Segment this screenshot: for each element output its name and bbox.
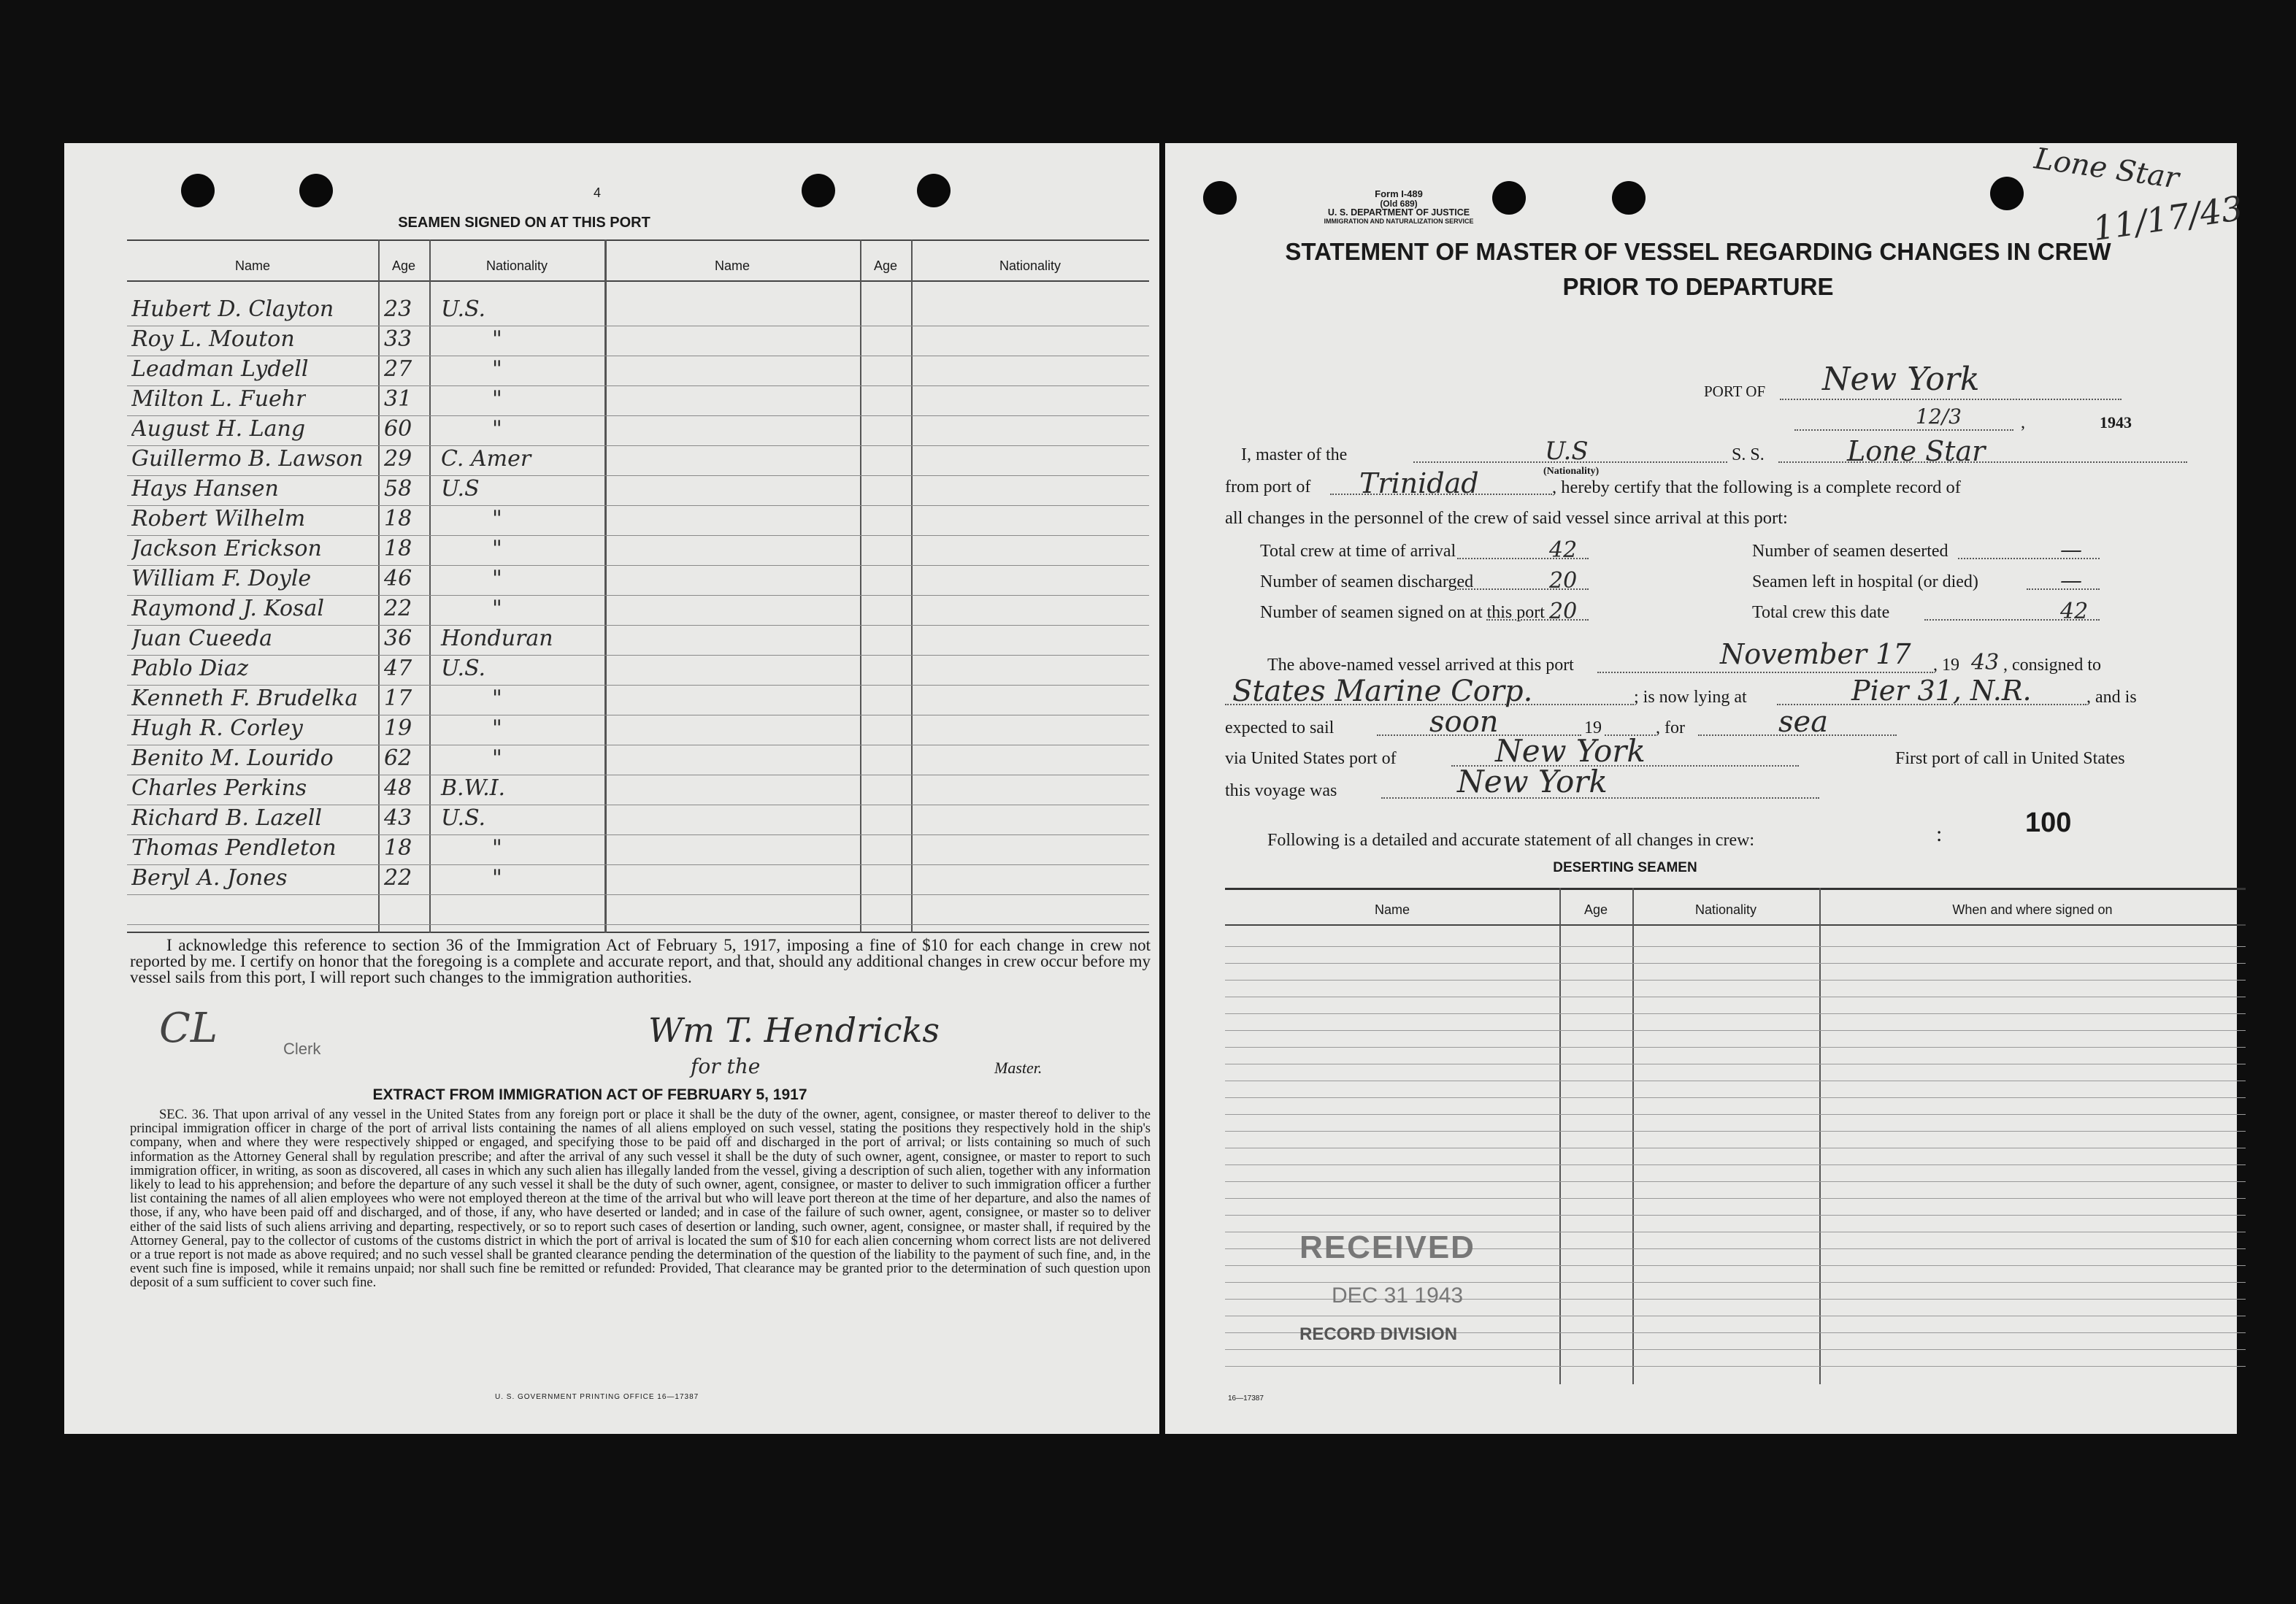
seaman-age: 19 <box>384 715 412 741</box>
seaman-nationality: B.W.I. <box>441 775 506 801</box>
consigned-label: , consigned to <box>2003 656 2101 675</box>
printer-line: U. S. GOVERNMENT PRINTING OFFICE 16—17387 <box>495 1393 699 1401</box>
arrived-month-day: November 17 <box>1720 638 1911 670</box>
desert-row-rule <box>1225 1181 2246 1182</box>
table-row <box>127 657 604 686</box>
table-row <box>127 807 604 836</box>
seaman-name: Charles Perkins <box>131 775 307 801</box>
master-signature: Wm T. Hendricks <box>648 1010 940 1050</box>
first-call-label: First port of call in United States <box>1895 749 2125 768</box>
expected-19: 19 <box>1584 718 1602 737</box>
table-row <box>127 448 604 477</box>
lying-value: Pier 31, N.R. <box>1851 675 2032 707</box>
desert-col-nationality: Nationality <box>1694 902 1757 917</box>
table-row <box>127 837 604 866</box>
table-row <box>127 717 604 746</box>
table-row <box>127 388 604 417</box>
arrived-year: 43 <box>1971 650 2000 675</box>
seaman-nationality: U.S. <box>441 805 486 831</box>
acknowledgment-text: I acknowledge this reference to section 36 of the Immigration Act of February 5, 1917, imposing a fine of $10 for each change in crew not reported by me. I certify on honor that the foregoing is a complete and accurate report, and that, should any additional changes in crew occur before my vessel sails from this port, I will report such changes to the immigration authorities. <box>130 936 1151 986</box>
seaman-name: William F. Doyle <box>131 566 312 591</box>
table-row <box>127 867 604 896</box>
seaman-nationality: " <box>492 326 502 352</box>
col-header-nationality: Nationality <box>485 258 548 273</box>
seaman-name: Thomas Pendleton <box>131 835 337 861</box>
clerk-label: Clerk <box>283 1040 321 1058</box>
colon-mark: : <box>1936 822 1943 846</box>
table-bottom-rule <box>127 932 1149 933</box>
desert-col-age: Age <box>1583 902 1608 917</box>
form-title-line1: STATEMENT OF MASTER OF VESSEL REGARDING CHANGES IN CREW <box>1285 238 2111 265</box>
seaman-nationality: " <box>492 506 502 532</box>
desert-row-rule <box>1225 980 2246 981</box>
desert-table-header-rule <box>1225 924 2246 926</box>
desert-row-rule <box>1225 1030 2246 1031</box>
desert-row-rule <box>1225 1215 2246 1216</box>
section-title: SEAMEN SIGNED ON AT THIS PORT <box>398 215 650 231</box>
seaman-name: Jackson Erickson <box>131 536 322 561</box>
seaman-nationality: " <box>492 356 502 382</box>
seaman-age: 18 <box>384 506 412 532</box>
desert-col-when-where: When and where signed on <box>1952 902 2113 917</box>
seaman-age: 22 <box>384 596 412 621</box>
col-header-name-2: Name <box>714 258 750 273</box>
desert-col-divider <box>1559 888 1561 1384</box>
desert-col-name: Name <box>1374 902 1410 917</box>
seaman-nationality: " <box>492 745 502 771</box>
seaman-age: 33 <box>384 326 412 352</box>
punch-hole <box>917 174 951 207</box>
desert-table-top <box>1225 888 2246 890</box>
col-header-age-2: Age <box>873 258 898 273</box>
seaman-name: Richard B. Lazell <box>131 805 322 831</box>
table-row <box>127 597 604 626</box>
desert-row-rule <box>1225 1114 2246 1115</box>
seaman-nationality: Honduran <box>441 626 553 651</box>
port-line <box>1780 399 2122 400</box>
changes-text: all changes in the personnel of the crew of said vessel since arrival at this port: <box>1225 508 1788 528</box>
stat-value: 42 <box>2060 599 2089 624</box>
seaman-nationality: " <box>492 865 502 891</box>
seaman-name: Beryl A. Jones <box>131 865 288 891</box>
via-label: via United States port of <box>1225 749 1397 768</box>
via-value: New York <box>1495 733 1646 769</box>
seaman-age: 58 <box>384 476 412 502</box>
arrived-19: , 19 <box>1933 656 1959 675</box>
consignee-value: States Marine Corp. <box>1232 675 1533 708</box>
year-value: 1943 <box>2100 413 2132 431</box>
department-name: U. S. DEPARTMENT OF JUSTICE <box>1327 207 1470 218</box>
corner-note-date: 11/17/43 <box>2090 188 2246 249</box>
nationality-value: U.S <box>1545 437 1589 466</box>
desert-col-divider <box>1632 888 1634 1384</box>
lying-label: ; is now lying at <box>1634 688 1747 707</box>
seaman-age: 31 <box>384 386 412 412</box>
seaman-name: Kenneth F. Brudelka <box>131 686 358 711</box>
nationality-caption: (Nationality) <box>1543 466 1600 477</box>
seaman-age: 48 <box>384 775 412 801</box>
seaman-age: 47 <box>384 656 412 681</box>
table-row <box>127 537 604 567</box>
table-row <box>127 298 604 327</box>
form-number: Form I-489 <box>1375 188 1423 199</box>
left-page <box>64 143 1159 1434</box>
and-is-label: , and is <box>2086 688 2137 707</box>
seaman-age: 46 <box>384 566 412 591</box>
stat-label: Number of seamen deserted <box>1752 542 1948 561</box>
table-row <box>127 418 604 447</box>
col-divider <box>911 239 913 933</box>
form-code: 16—17387 <box>1228 1394 1264 1402</box>
seaman-nationality: U.S. <box>441 296 486 322</box>
table-row <box>127 328 604 357</box>
seaman-nationality: C. Amer <box>441 446 531 472</box>
certify-text: , hereby certify that the following is a complete record of <box>1552 477 1961 497</box>
punch-hole <box>802 174 835 207</box>
seaman-name: Benito M. Lourido <box>131 745 334 771</box>
stat-value: 20 <box>1549 568 1578 594</box>
seaman-nationality: " <box>492 386 502 412</box>
signature-for: for the <box>691 1054 761 1078</box>
port-label: PORT OF <box>1704 383 1766 400</box>
punch-hole <box>299 174 333 207</box>
table-row <box>127 687 604 716</box>
desert-row-rule <box>1225 1131 2246 1132</box>
table-row <box>127 477 604 507</box>
received-date: DEC 31 1943 <box>1332 1283 1464 1308</box>
table-row-rule <box>127 924 1149 925</box>
seaman-name: Hubert D. Clayton <box>131 296 334 322</box>
following-text: Following is a detailed and accurate statement of all changes in crew: <box>1267 831 1755 850</box>
for-label: , for <box>1656 718 1685 737</box>
seaman-nationality: " <box>492 686 502 711</box>
desert-row-rule <box>1225 1047 2246 1048</box>
stat-label: Total crew this date <box>1752 603 1890 622</box>
form-title-line2: PRIOR TO DEPARTURE <box>1562 273 1834 300</box>
col-divider <box>860 239 861 933</box>
stat-value: — <box>2060 537 2082 563</box>
form-old-number: (Old 689) <box>1380 199 1418 209</box>
extract-title: EXTRACT FROM IMMIGRATION ACT OF FEBRUARY 5, 1917 <box>372 1086 807 1103</box>
table-top-rule <box>127 239 1149 241</box>
ship-name: Lone Star <box>1847 435 1986 467</box>
seaman-name: Robert Wilhelm <box>131 506 306 532</box>
voyage-label: this voyage was <box>1225 781 1337 800</box>
deserting-title: DESERTING SEAMEN <box>1553 860 1697 875</box>
year-label: , <box>2021 413 2025 432</box>
desert-row-rule <box>1225 946 2246 947</box>
seaman-nationality: " <box>492 715 502 741</box>
seaman-name: Roy L. Mouton <box>131 326 295 352</box>
expected-value: soon <box>1429 705 1499 739</box>
seaman-name: Juan Cueeda <box>131 626 272 651</box>
seaman-age: 23 <box>384 296 412 322</box>
seaman-name: Hugh R. Corley <box>131 715 303 741</box>
punch-hole <box>1612 181 1646 215</box>
received-stamp: RECEIVED <box>1299 1229 1475 1265</box>
table-row <box>127 358 604 387</box>
punch-hole <box>181 174 215 207</box>
col-header-name: Name <box>234 258 270 273</box>
arrived-line <box>1597 672 1933 673</box>
from-port-label: from port of <box>1225 477 1311 496</box>
seaman-age: 18 <box>384 536 412 561</box>
seaman-nationality: U.S. <box>441 656 486 681</box>
seaman-age: 27 <box>384 356 412 382</box>
date-value: 12/3 <box>1916 404 1962 429</box>
desert-row-rule <box>1225 1013 2246 1014</box>
seaman-age: 60 <box>384 416 412 442</box>
arrived-label: The above-named vessel arrived at this port <box>1267 656 1574 675</box>
record-division: RECORD DIVISION <box>1299 1324 1458 1344</box>
seaman-name: Leadman Lydell <box>131 356 309 382</box>
ss-label: S. S. <box>1732 445 1765 464</box>
table-row <box>127 777 604 806</box>
col-header-nationality-2: Nationality <box>999 258 1061 273</box>
stat-label: Total crew at time of arrival <box>1260 542 1456 561</box>
section-36-text: SEC. 36. That upon arrival of any vessel in the United States from any foreign port or place it shall be the duty of the owner, agent, consignee, or master thereof to deliver to the principal immigration officer in charge of the port of arrival lists containing the names of all aliens employed on such vessel, stating the positions they respectively hold in the ship's company, when and where they were respectively shipped or engaged, and specifying those to be paid off and discharged in the port of arrival; or lists containing so much of such information as the Attorney General shall by regulation prescribe; and after the arrival of any such vessel it shall be the duty of such owner, agent, consignee, or master to report to such immigration officer, in writing, as soon as discovered, all cases in which any such alien has illegally landed from the vessel, giving a description of such alien, together with any information likely to lead to his apprehension; and before the departure of any such vessel it shall be the duty of such owner, agent, consignee, or master to deliver to such immigration officer a further list containing the names of all alien employees who were not employed thereon at the time of the arrival but who will leave port thereon at the time of her departure, and also the names of those, if any, who have been paid off and discharged, and of those, if any, who have deserted or landed; and in case of the failure of such owner, agent, consignee, or master so to deliver either of the said lists of such aliens arriving and departing, respectively, or so to report such cases of desertion or landing, such owner, agent, consignee, or master shall, if required by the Attorney General, pay to the collector of customs of the customs district in which the port of arrival is located the sum of $10 for each alien concerning whom correct lists are not delivered or a true report is not made as above required; and no such vessel shall be granted clearance pending the determination of the question of the liability to the payment of such fine, and, in the event such fine is imposed, while it remains unpaid; nor shall such fine be remitted or refunded: Provided, That clearance may be granted prior to the determination of such question upon deposit of a sum sufficient to cover such fine. <box>130 1108 1151 1291</box>
col-header-age: Age <box>391 258 416 273</box>
date-line <box>1794 429 2013 431</box>
seaman-age: 17 <box>384 686 412 711</box>
voyage-value: New York <box>1457 764 1608 799</box>
seaman-nationality: U.S <box>441 476 480 502</box>
clerk-initial: CL <box>159 1005 218 1052</box>
seaman-nationality: " <box>492 536 502 561</box>
col-divider <box>604 239 607 933</box>
seaman-name: Pablo Diaz <box>131 656 249 681</box>
service-name: IMMIGRATION AND NATURALIZATION SERVICE <box>1324 218 1474 225</box>
stat-label: Seamen left in hospital (or died) <box>1752 572 1978 591</box>
seaman-name: Milton L. Fuehr <box>131 386 307 412</box>
corner-note-ship: Lone Star <box>2032 142 2181 196</box>
seaman-name: August H. Lang <box>131 416 306 442</box>
seaman-age: 22 <box>384 865 412 891</box>
seaman-nationality: " <box>492 596 502 621</box>
punch-hole <box>1990 177 2024 210</box>
port-value: New York <box>1822 361 1980 398</box>
desert-row-rule <box>1225 1164 2246 1165</box>
desert-row-rule <box>1225 1282 2246 1283</box>
expected-label: expected to sail <box>1225 718 1335 737</box>
seaman-nationality: " <box>492 835 502 861</box>
seaman-name: Raymond J. Kosal <box>131 596 324 621</box>
stat-value: 42 <box>1549 537 1578 563</box>
seaman-age: 29 <box>384 446 412 472</box>
punch-hole <box>1203 181 1237 215</box>
desert-row-rule <box>1225 1366 2246 1367</box>
seaman-name: Guillermo B. Lawson <box>131 446 364 472</box>
desert-col-divider <box>1819 888 1821 1384</box>
table-row <box>127 747 604 776</box>
stat-value: 20 <box>1549 599 1578 624</box>
stamp-number: 100 <box>2025 807 2072 838</box>
seaman-nationality: " <box>492 566 502 591</box>
seaman-age: 36 <box>384 626 412 651</box>
stat-label: Number of seamen signed on at this port <box>1260 603 1545 622</box>
desert-row-rule <box>1225 1198 2246 1199</box>
table-row <box>127 507 604 537</box>
from-port-value: Trinidad <box>1359 467 1479 499</box>
page-number: 4 <box>594 185 602 200</box>
master-label: Master. <box>994 1059 1043 1077</box>
seaman-age: 62 <box>384 745 412 771</box>
table-row <box>127 627 604 656</box>
table-header-rule <box>127 280 1149 282</box>
desert-row-rule <box>1225 963 2246 964</box>
seaman-age: 18 <box>384 835 412 861</box>
stat-label: Number of seamen discharged <box>1260 572 1474 591</box>
desert-row-rule <box>1225 1349 2246 1350</box>
table-row <box>127 567 604 596</box>
right-page <box>1165 142 2246 1434</box>
master-of-label: I, master of the <box>1241 445 1348 464</box>
seaman-age: 43 <box>384 805 412 831</box>
for-value: sea <box>1778 705 1829 739</box>
seaman-nationality: " <box>492 416 502 442</box>
desert-row-rule <box>1225 1097 2246 1098</box>
seaman-name: Hays Hansen <box>131 476 279 502</box>
stat-value: — <box>2060 568 2082 594</box>
